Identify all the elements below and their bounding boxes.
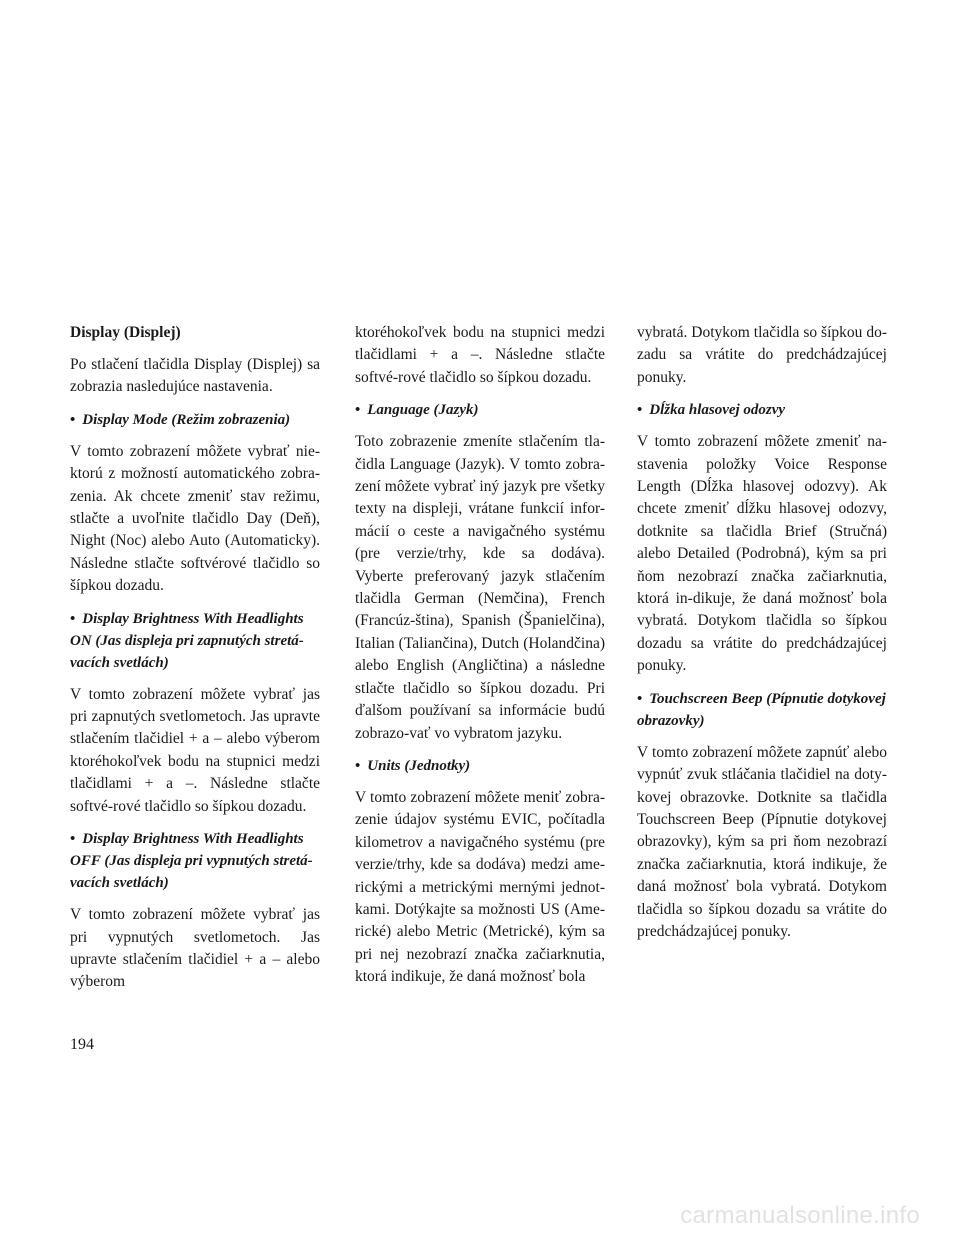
- paragraph: Po stlačení tlačidla Display (Displej) sa zobrazia nasledujúce nastavenia.: [70, 356, 320, 396]
- page-number: 194: [70, 1036, 94, 1053]
- paragraph: Toto zobrazenie zmeníte stlačením tla-čidla Language (Jazyk). V tomto zobra-zení môžete vybrať iný jazyk pre všetky texty na displeji, vrátane funkcií infor-mácií o ceste a navigačného systému (pre verzie/trhy, kde sa dodáva). Vyberte preferovaný jazyk stlačením tlačidla German (Nemčina), French (Francúz-ština), Spanish (Španielčina), Italian (Taliančina), Dutch (Holandčina) alebo English (Angličtina) a následne stlačte tlačidlo so šípkou dozadu. Pri ďalšom používaní sa informácie budú zobrazo-vať vo vybratom jazyku.: [355, 433, 605, 742]
- paragraph: V tomto zobrazení môžete vybrať nie-ktorú z možností automatického zobra-zenia. Ak chcete zmeniť stav režimu, stlačte a uvoľnite tlačidlo Day (Deň), Night (Noc) alebo Auto (Automaticky). Následne stlačte softvérové tlačidlo so šípkou dozadu.: [70, 442, 320, 595]
- bullet-icon: •: [355, 757, 361, 774]
- paragraph: V tomto zobrazení môžete zapnúť alebo vypnúť zvuk stláčania tlačidiel na doty-kovej obrazovke. Dotknite sa tlačidla Touchscreen Beep (Pípnutie dotykovej obrazovky), kým sa pri ňom nezobrazí značka začiarknutia, ktorá indikuje, že daná možnosť bola vybratá. Dotykom tlačidla so šípkou dozadu sa vrátite do predchádzajúcej ponuky.: [637, 743, 887, 940]
- paragraph: V tomto zobrazení môžete zmeniť na-stavenia položky Voice Response Length (Dĺžka hlasovej odozvy). Ak chcete zmeniť dĺžku hlasovej odozvy, dotknite sa tlačidla Brief (Stručná) alebo Detailed (Podrobná), kým sa pri ňom nezobrazí značka začiarknutia, ktorá in-dikuje, že daná možnosť bola vybratá. Dotykom tlačidla so šípkou dozadu sa vrátite do predchádzajúcej ponuky.: [637, 433, 887, 675]
- bullet-units: [355, 755, 605, 777]
- paragraph: V tomto zobrazení môžete meniť zobra-zenie údajov systému EVIC, počítadla kilometrov a navigačného systému (pre verzie/trhy, kde sa dodáva) medzi ame-rickými a metrickými mernými jednot-kami. Dotýkajte sa možnosti US (Ame-rické) alebo Metric (Metrické), kým sa pri nej nezobrazí značka začiarknutia, ktorá indikuje, že daná možnosť bola: [355, 788, 605, 986]
- bullet-icon: •: [637, 402, 643, 419]
- bullet-icon: •: [70, 831, 76, 848]
- bullet-label: Units (Jednotky): [367, 757, 471, 774]
- bullet-brightness-off: [70, 828, 320, 894]
- bullet-language: [355, 399, 605, 421]
- bullet-display-mode: [70, 409, 320, 431]
- bullet-label: Display Brightness With Headlights ON (Jas displeja pri zapnutých stretá-vacích svetlách): [70, 610, 304, 671]
- bullet-touchscreen-beep: [637, 688, 887, 732]
- bullet-icon: •: [355, 402, 361, 419]
- bullet-brightness-on: [70, 608, 320, 674]
- paragraph: V tomto zobrazení môžete vybrať jas pri vypnutých svetlometoch. Jas upravte stlačením tlačidiel + a – alebo výberom: [70, 906, 320, 991]
- bullet-icon: •: [637, 690, 643, 707]
- column-right: [637, 322, 887, 953]
- section-heading-display: Display (Displej): [70, 324, 181, 341]
- bullet-label: Display Brightness With Headlights OFF (Jas displeja pri vypnutých stretá-vacích svetlách): [70, 831, 313, 892]
- bullet-label: Language (Jazyk): [367, 402, 479, 419]
- column-left: [70, 322, 320, 1004]
- bullet-label: Dĺžka hlasovej odozvy: [649, 402, 786, 419]
- column-middle: [355, 322, 605, 999]
- watermark: carmanualsonline.info: [680, 1202, 920, 1229]
- paragraph: V tomto zobrazení môžete vybrať jas pri zapnutých svetlometoch. Jas upravte stlačením tlačidiel + a – alebo výberom ktoréhokoľvek bodu na stupnici medzi tlačidlami + a –. Následne stlačte softvé-rové tlačidlo so šípkou dozadu.: [70, 685, 320, 815]
- bullet-icon: •: [70, 610, 76, 627]
- paragraph: ktoréhokoľvek bodu na stupnici medzi tlačidlami + a –. Následne stlačte softvé-rové tlačidlo so šípkou dozadu.: [355, 324, 605, 386]
- bullet-voice-response: [637, 399, 887, 421]
- bullet-label: Display Mode (Režim zobrazenia): [82, 411, 291, 428]
- paragraph: vybratá. Dotykom tlačidla so šípkou do-zadu sa vrátite do predchádzajúcej ponuky.: [637, 324, 887, 386]
- bullet-label: Touchscreen Beep (Pípnutie dotykovej obrazovky): [637, 690, 886, 729]
- bullet-icon: •: [70, 411, 76, 428]
